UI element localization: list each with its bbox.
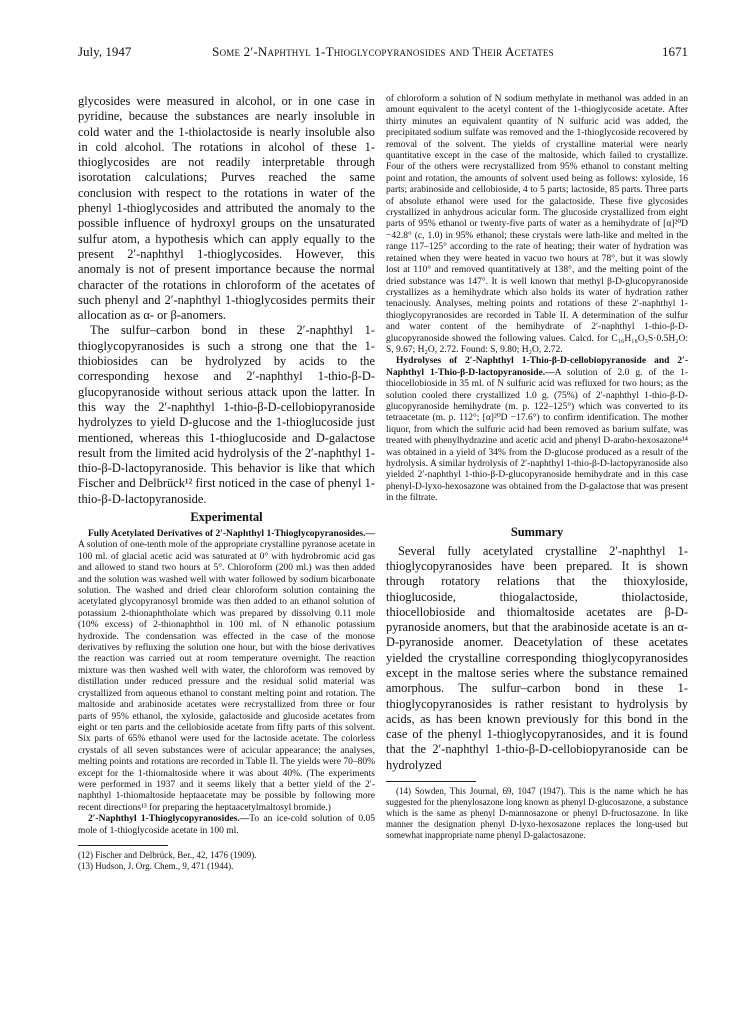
experimental-paragraph-2 — [78, 814, 375, 837]
footnote-13: (13) Hudson, J. Org. Chem., 9, 471 (1944). — [78, 860, 234, 871]
left-column — [78, 94, 375, 872]
summary-heading: Summary — [510, 524, 564, 539]
footnote-12: (12) Fischer and Delbrück, Ber., 42, 1476 (1909). — [78, 849, 257, 860]
right-column — [386, 94, 688, 841]
deacetylation-paragraph: of chloroform a solution of N sodium methylate in methanol was added in an amount equivalent to the acetyl content of the 1-thioglycoside acetate. After thirty minutes an equivalent quantity of N sulfuric acid was added, the precipitated sodium sulfate was removed and the 1-thioglycoside recovered by removal of the solvent. The yields of crystalline material were nearly quantitative except in the case of the maltoside, which failed to crystallize. Four of the others were recrystallized from 95% ethanol to constant melting point and rotation, the amounts of solvent used being as follows: xyloside, 16 parts; arabinoside and cellobioside, 4 to 5 parts; lactoside, 85 parts. Three parts of absolute ethanol were used for the galactoside. These five glycosides crystallized in anhydrous acicular form. The glucoside crystallized from eight parts of 95% ethanol or twenty-five parts of water as a hemihydrate of [α]²⁰D −42.8° (c, 1.0) in 95% ethanol; these crystals were lath-like and melted in the range 117–125° according to the rate of heating; their water of hydration was retained when they were heated in vacuo two hours at 78°, but it was slowly lost at 110° and removed quantitatively at 138°, and the melting point of the dried substance was 147°. It is well known that methyl β-D-glucopyranoside crystallizes as a hemihydrate which also holds its water of hydration rather tenaciously. Analyses, melting points and rotations of these 2′-naphthyl 1-thioglycopyranosides are recorded in Table II. A determination of the sulfur and water content of the hemihydrate of 2′-naphthyl 1-thio-β-D-glucopyranoside showed the following values. Calcd. for C₁₆H₁₈O₅S·0.5H₂O: S, 9.67; H₂O, 2.72. Found: S, 9.80; H₂O, 2.72. — [386, 94, 688, 355]
hydrolyses-run-in-heading: Hydrolyses of 2′-Naphthyl 1-Thio-β-D-cellobiopyranoside and 2′-Naphthyl 1-Thio-β-D-lactopyranoside.— — [386, 356, 688, 378]
footnote-14: (14) Sowden, This Journal, 69, 1047 (1947). This is the name which he has suggested for the phenylosazone long known as phenyl D-glucosazone, a substance which is the same as phenyl D-mannosazone or phenyl D-fructosazone. In like manner the designation phenyl D-lyxo-hexosazone replaces the long-used but somewhat inappropriate name phenyl D-galactosazone. — [386, 786, 688, 841]
footnote-rule — [78, 845, 168, 846]
header-date: July, 1947 — [78, 44, 132, 59]
running-header — [78, 44, 688, 64]
experimental-body-2: To an ice-cold solution of 0.05 mole of 1-thioglycoside acetate in 100 ml. — [78, 814, 375, 836]
footnote-rule-right — [386, 781, 476, 782]
intro-paragraph: glycosides were measured in alcohol, or in one case in pyridine, because the substances are nearly insoluble in cold water and the 1-thiolactoside is nearly insoluble also in cold alcohol. The rotations in alcohol of these 1-thioglycosides are not readily interpretable through isorotation calculations; Purves reached the same conclusion with respect to the rotations in water of the phenyl 1-thioglycosides and attributed the anomaly to the possible influence of hydroxyl groups on the unsaturated sulfur atom, a hypothesis which can apply equally to the present 2′-naphthyl 1-thioglycosides. However, this anomaly is not of present importance because the normal character of the rotations in chloroform of the acetates of such phenyl and 2′-naphthyl 1-thioglycosides permits their allocation as α- or β-anomers. — [78, 94, 375, 323]
experimental-paragraph-1 — [78, 529, 375, 814]
hydrolyses-paragraph — [386, 356, 688, 504]
experimental-heading: Experimental — [190, 510, 263, 525]
header-title: Some 2′-Naphthyl 1-Thioglycopyranosides and Their Acetates — [212, 44, 554, 59]
hydrolyses-body: A solution of 2.0 g. of the 1-thiocellobioside in 35 ml. of N sulfuric acid was refluxed for two hours; as the solution cooled there crystallized 1.0 g. (75%) of 2′-naphthyl 1-thio-β-D-glucopyranoside hemihydrate (m. p. 122–125°) which was converted to its tetraacetate (m. p. 112°; [α]²⁰D −17.6°) to confirm identification. The mother liquor, from which the sulfuric acid had been removed as barium sulfate, was treated with phenylhydrazine and acetic acid and phenyl D-arabo-hexosazone¹⁴ was obtained in a yield of 34% from the D-glucose produced as a result of the hydrolysis. A similar hydrolysis of 2′-naphthyl 1-thio-β-D-lactopyranoside also yielded 2′-naphthyl 1-thio-β-D-glucopyranoside hemihydrate and in this case phenyl-D-lyxo-hexosazone was obtained from the D-galactose that was present in the filtrate. — [386, 367, 688, 504]
page-number: 1671 — [662, 44, 688, 59]
summary-paragraph: Several fully acetylated crystalline 2′-naphthyl 1-thioglycopyranosides have been prepared. It is shown through rotatory relations that the thioxyloside, thioglucoside, thiogalactoside, thiolactoside, thiocellobioside and thiomaltoside acetates are β-D-pyranoside anomers, but that the arabinoside acetate is an α-D-pyranoside anomer. Deacetylation of these acetates yielded the crystalline corresponding thioglycopyranosides except in the maltose series where the substance remained amorphous. The sulfur–carbon bond in these 1-thioglycopyranosides is rather resistant to hydrolysis by acids, as has been known previously for this bond in the case of the phenyl 1-thioglycopyranosides, and it is found that the 2′-naphthyl 1-thio-β-D-cellobiopyranoside can be hydrolyzed — [386, 543, 688, 772]
experimental-run-in-heading-1: Fully Acetylated Derivatives of 2′-Naphthyl 1-Thioglycopyranosides.— — [88, 529, 375, 540]
bond-paragraph: The sulfur–carbon bond in these 2′-naphthyl 1-thioglycopyranosides is such a strong one that the 1-thiobiosides can be hydrolyzed by acids to the corresponding hexose and 2′-naphthyl 1-thio-β-D-glucopyranoside without serious attack upon the latter. In this way the 2′-naphthyl 1-thio-β-D-cellobiopyranoside hydrolyzes to yield D-glucose and the 1-thioglucoside just mentioned, whereas this 1-thioglucoside and D-galactose result from the limited acid hydrolysis of the 2′-naphthyl 1-thio-β-D-lactopyranoside. This behavior is like that which Fischer and Delbrück¹² first noticed in the case of phenyl 1-thio-β-D-lactopyranoside. — [78, 323, 375, 506]
experimental-run-in-heading-2: 2′-Naphthyl 1-Thioglycopyranosides.— — [88, 814, 250, 825]
experimental-body-1: A solution of one-tenth mole of the appropriate crystalline pyranose acetate in 100 ml. of glacial acetic acid was saturated at 0° with hydrobromic acid gas and allowed to stand two hours at 5°. Chloroform (200 ml.) was then added and the solution was washed well with water followed by sodium bicarbonate solution. The washed and dried clear chloroform solution containing the acetylated glycopyranosyl bromide was then added to an ethanol solution of potassium 2-thionaphtholate which was prepared by dissolving 0.11 mole (10% excess) of 2-thionaphthol in 100 ml. of N ethanolic potassium hydroxide. The condensation was effected in the case of the monose derivatives by refluxing the solution one hour, but with the biose derivatives the reaction was carried out at room temperature overnight. The reaction mixture was then washed well with water, the chloroform was removed by distillation under reduced pressure and the residual solid material was crystallized from aqueous ethanol to constant melting point and rotation. The maltoside and arabinoside acetates were recrystallized from three or four parts of 95% ethanol, the xyloside, galactoside and glucoside acetates from eight or ten parts and the cellobioside acetate from fifty parts of this solvent. Six parts of 65% ethanol were used for the lactoside acetate. The colorless crystals of all seven substances were of acicular appearance; the analyses, melting points and rotations are recorded in Table II. The yields were 70–80% except for the 1-thiomaltoside where it was about 40%. (The experiments were performed in 1937 and it seems likely that a better yield of the 2′-naphthyl 1-thiomaltoside heptaacetate may be possible by following more recent directions¹³ for preparing the heptaacetylmaltosyl bromide.) — [78, 540, 375, 813]
